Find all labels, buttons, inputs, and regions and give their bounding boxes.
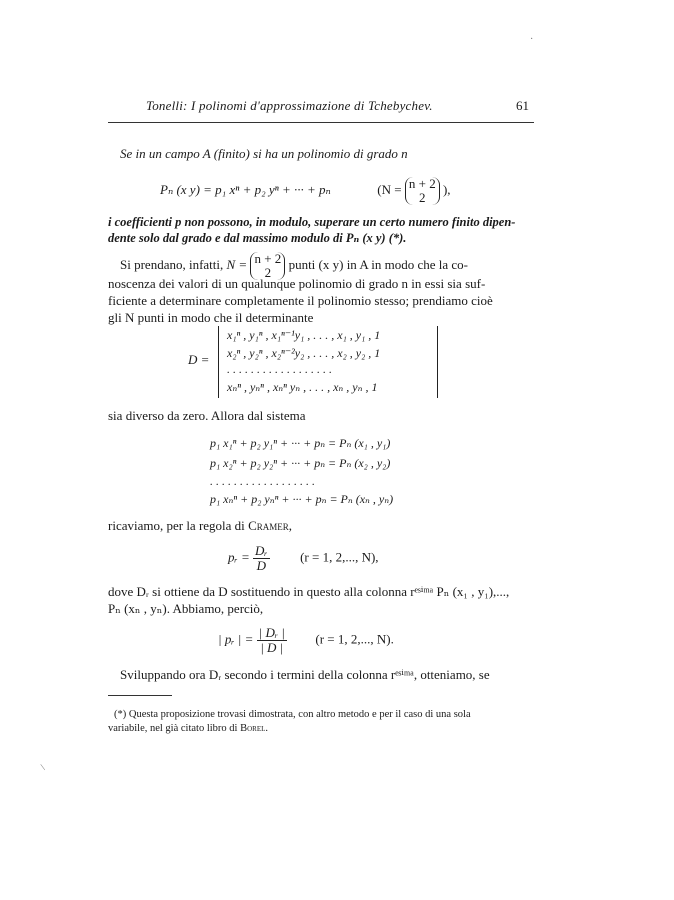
bound-range: (r = 1, 2,..., N). (315, 631, 394, 647)
bound-denominator: | D | (260, 640, 284, 655)
pencil-mark: / (38, 763, 49, 772)
page-number: 61 (516, 98, 529, 113)
cramer-fraction (253, 544, 270, 573)
para3-text-b: , (288, 518, 292, 533)
cramer-denominator: D (256, 558, 266, 573)
para4-line-1: dove Dᵣ si ottiene da D sostituendo in questo alla colonna rᵉˢⁱᵐᵃ Pₙ (x₁ , y₁),..., (108, 584, 510, 599)
theorem-line-3: dente solo dal grado e dal massimo modulo di Pₙ (x y) (*). (108, 231, 407, 245)
para1-binomial-top: n + 2 (254, 251, 282, 266)
bound-lhs: | pᵣ | = (218, 631, 254, 647)
para2: sia diverso da zero. Allora dal sistema (108, 408, 306, 423)
para1-binomial-bottom: 2 (264, 265, 272, 280)
determinant-label: D = (188, 352, 210, 367)
determinant-row-4: xₙⁿ , yₙⁿ , xₙⁿ yₙ , . . . , xₙ , yₙ , 1 (227, 380, 378, 394)
author-cramer: Cramer (248, 518, 289, 533)
para1-line-4: gli N punti in modo che il determinante (108, 310, 314, 325)
cramer-formula (228, 544, 379, 573)
cramer-lhs: pᵣ = (228, 549, 250, 565)
theorem-line-2: i coefficienti p non possono, in modulo, superare un certo numero finito dipen- (108, 215, 516, 229)
para1-n-eq: N = (226, 256, 248, 272)
para4-line-2: Pₙ (xₙ , yₙ). Abbiamo, perciò, (108, 601, 264, 616)
footnote-text-b: . (265, 723, 268, 734)
bound-formula (218, 626, 394, 655)
footnote-text-a: variabile, nel già citato libro di (108, 723, 238, 734)
para1-text-a: Si prendano, infatti, (120, 256, 224, 272)
corner-speck: · (530, 34, 534, 45)
para5: Sviluppando ora Dᵣ secondo i termini della colonna rᵉˢⁱᵐᵃ, otteniamo, se (120, 667, 490, 682)
cramer-numerator: Dᵣ (254, 543, 268, 558)
system-row-1: p₁ x₁ⁿ + p₂ y₁ⁿ + ··· + pₙ = Pₙ (x₁ , y₁) (210, 436, 391, 450)
polynomial-expression: Pₙ (x y) = p₁ xⁿ + p₂ yⁿ + ··· + pₙ (160, 181, 331, 197)
para3 (108, 518, 534, 534)
running-title: Tonelli: I polinomi d'approssimazione di Tchebychev. (146, 98, 433, 113)
header-rule (108, 122, 534, 123)
binomial-coefficient (405, 177, 440, 205)
n-definition-open: (N = (377, 181, 402, 197)
system-row-2: p₁ x₂ⁿ + p₂ y₂ⁿ + ··· + pₙ = Pₙ (x₂ , y₂) (210, 456, 391, 470)
determinant (218, 326, 438, 398)
cramer-range: (r = 1, 2,..., N), (300, 549, 379, 565)
bound-numerator: | Dᵣ | (258, 625, 285, 640)
binomial-bottom: 2 (419, 190, 426, 205)
theorem-line-1: Se in un campo A (finito) si ha un polinomio di grado n (120, 146, 408, 161)
polynomial-formula (160, 177, 451, 205)
para1-text-b: punti (x y) in A in modo che la co- (288, 256, 469, 272)
system-row-4: p₁ xₙⁿ + p₂ yₙⁿ + ··· + pₙ = Pₙ (xₙ , yₙ) (210, 492, 394, 506)
author-borel: Borel (240, 723, 266, 734)
binomial-top: n + 2 (408, 176, 436, 191)
para3-text-a: ricaviamo, per la regola di (108, 518, 245, 533)
determinant-row-3: . . . . . . . . . . . . . . . . . . (227, 362, 332, 376)
bound-fraction (257, 626, 287, 655)
determinant-row-1: x₁ⁿ , y₁ⁿ , x₁ⁿ⁻¹y₁ , . . . , x₁ , y₁ , 1 (227, 328, 381, 342)
system-row-3: . . . . . . . . . . . . . . . . . . (210, 474, 315, 488)
footnote-rule (108, 695, 172, 696)
footnote-line-2 (108, 722, 534, 736)
determinant-row-2: x₂ⁿ , y₂ⁿ , x₂ⁿ⁻²y₂ , . . . , x₂ , y₂ , 1 (227, 346, 381, 360)
para1-line-3: ficiente a determinare completamente il polinomio stesso; prendiamo cioè (108, 293, 493, 308)
n-definition-close: ), (442, 181, 451, 197)
para1-line-2: noscenza dei valori di un qualunque polinomio di grado n in essi sia suf- (108, 276, 486, 291)
footnote-line-1: (*) Questa proposizione trovasi dimostrata, con altro metodo e per il caso di una sola (114, 709, 471, 720)
